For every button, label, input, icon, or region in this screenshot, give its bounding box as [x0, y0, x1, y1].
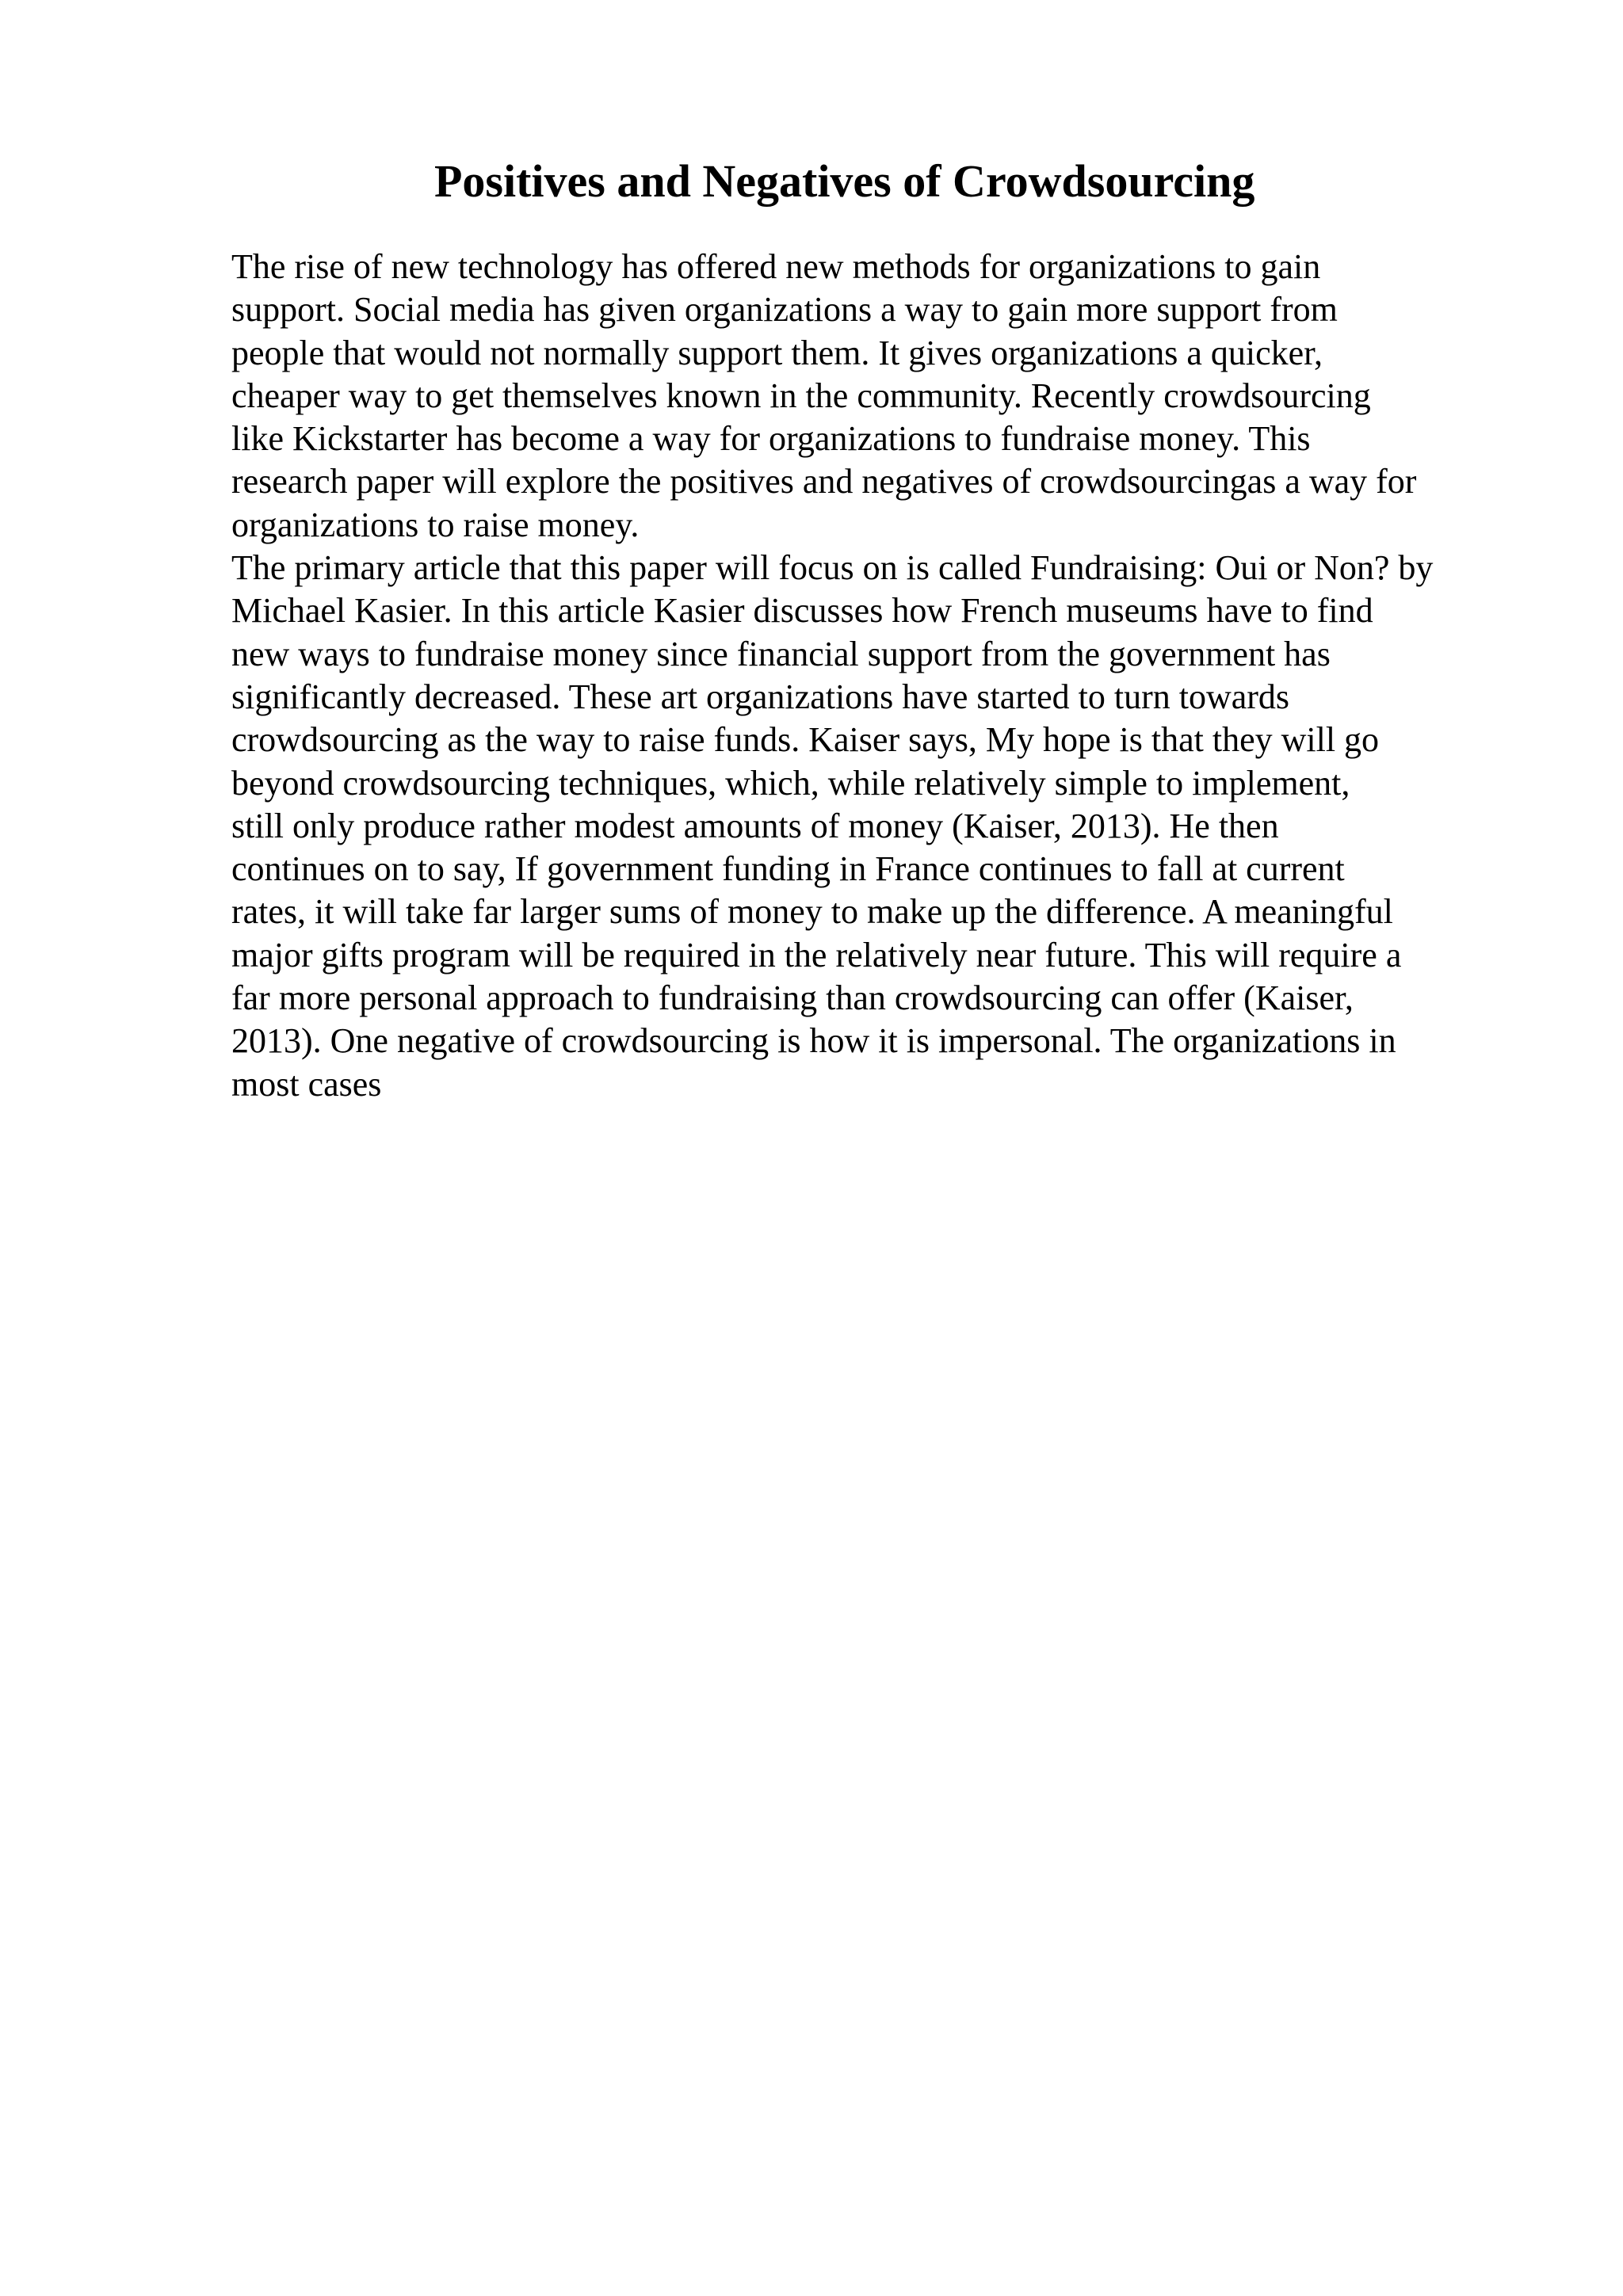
text-line: like Kickstarter has become a way for organizations to fundraise money. This [231, 419, 1311, 459]
text-line: far more personal approach to fundraising than crowdsourcing can offer (Kaiser, [231, 978, 1354, 1018]
text-line: The rise of new technology has offered new methods for organizations to gain [231, 247, 1321, 286]
text-line: rates, it will take far larger sums of money to make up the difference. A meaningful [231, 892, 1393, 932]
text-line: 2013). One negative of crowdsourcing is how it is impersonal. The organizations in [231, 1021, 1396, 1061]
text-line: crowdsourcing as the way to raise funds. Kaiser says, My hope is that they will go [231, 720, 1380, 760]
document-title: Positives and Negatives of Crowdsourcing [434, 155, 1255, 207]
text-line: organizations to raise money. [231, 505, 640, 544]
text-line: continues on to say, If government funding in France continues to fall at current [231, 849, 1345, 889]
text-line: cheaper way to get themselves known in the community. Recently crowdsourcing [231, 376, 1371, 415]
text-line: still only produce rather modest amounts of money (Kaiser, 2013). He then [231, 806, 1279, 845]
text-line: significantly decreased. These art organizations have started to turn towards [231, 677, 1290, 716]
text-line: most cases [231, 1064, 382, 1104]
text-line: support. Social media has given organizations a way to gain more support from [231, 290, 1338, 330]
text-line: new ways to fundraise money since financial support from the government has [231, 634, 1331, 673]
text-line: major gifts program will be required in the relatively near future. This will require a [231, 935, 1402, 974]
text-line: people that would not normally support them. It gives organizations a quicker, [231, 333, 1323, 372]
text-line: Michael Kasier. In this article Kasier discusses how French museums have to find [231, 591, 1373, 631]
text-line: beyond crowdsourcing techniques, which, while relatively simple to implement, [231, 763, 1350, 803]
text-line: The primary article that this paper will focus on is called Fundraising: Oui or Non? by [231, 548, 1434, 588]
text-line: research paper will explore the positives and negatives of crowdsourcingas a way for [231, 462, 1417, 502]
document-body [231, 246, 1594, 1106]
